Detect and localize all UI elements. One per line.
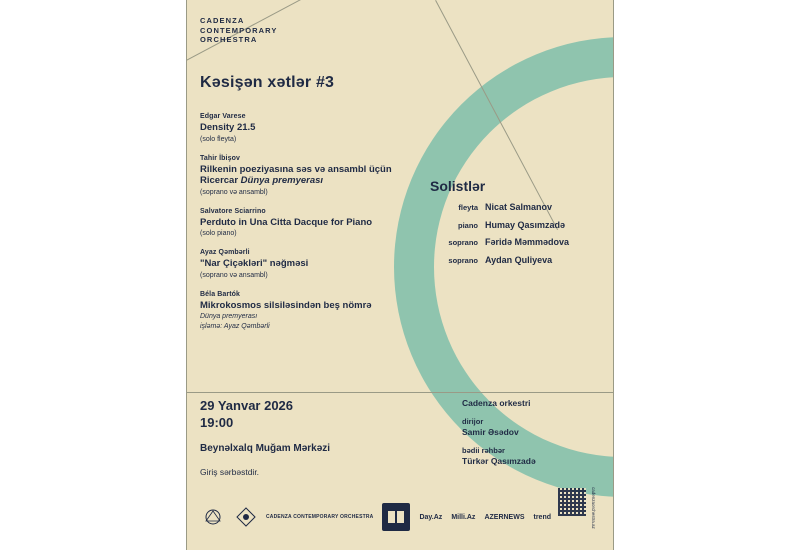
qr-code[interactable] [558,488,586,516]
cadenza-wordmark [200,16,278,45]
program-item [200,291,400,332]
event-date: 29 Yanvar 2026 [200,398,294,413]
cadenza-logo-text: CADENZA CONTEMPORARY ORCHESTRA [266,514,374,520]
ministry-of-culture-logo [200,506,226,528]
composer-name: Tahir İbişov [200,154,240,162]
event-time: 19:00 [200,415,234,430]
soloist-role: soprano [448,255,478,265]
work-title: Mikrokosmos silsiləsindən beş nömrə [200,299,372,311]
artistic-director-name: Türkər Qasımzadə [462,456,536,466]
conductor-name: Samir Əsədov [462,427,519,437]
event-venue: Beynəlxalq Muğam Mərkəzi [200,443,331,454]
sponsor-logo [382,503,410,531]
admission-note: Giriş sərbəstdir. [200,467,260,477]
soloist-row [426,202,601,213]
program-item [200,249,400,280]
soloists-heading: Solistlər [430,178,486,194]
foundation-logo [235,506,257,528]
program-item [200,208,400,239]
event-datetime [200,398,293,430]
partner-logos [200,503,551,531]
logo-line-2: CONTEMPORARY [200,25,278,35]
program-item [200,113,400,144]
work-note: işləmə: Ayaz Qəmbərli [200,323,270,330]
work-title: "Nar Çiçəkləri" nəğməsi [200,258,309,269]
milli-az-logo: Milli.Az [451,513,476,521]
artistic-director-group [462,446,536,466]
artistic-director-label: bədii rəhbər [462,446,505,455]
work-title-text: Rilkenin poeziyasına səs və ansambl üçün Ricercar [200,163,392,186]
soloist-role: piano [458,220,478,230]
sponsor-emblem-icon [387,510,405,524]
soloist-role: fleyta [458,203,478,212]
logo-line-3: ORCHESTRA [200,35,258,44]
day-az-logo: Day.Az [419,513,443,521]
program-list [200,113,400,342]
work-title: Density 21.5 [200,122,256,133]
azernews-logo: AZERNEWS [484,513,525,521]
logo-line-1: CADENZA [200,16,245,25]
trend-logo: trend [533,513,551,521]
soloist-row [426,237,601,248]
orchestra-name: Cadenza orkestri [462,398,531,408]
ministry-emblem-icon [200,508,226,526]
orchestra-credits [462,398,536,475]
work-title: Perduto in Una Citta Dacque for Piano [200,216,373,228]
work-title [200,164,400,187]
work-note: (soprano və ansambl) [200,271,268,279]
page-title: Kəsişən xətlər #3 [200,74,335,91]
soloist-name: Aydan Quliyeva [485,254,553,265]
work-note: (soprano və ansambl) [200,188,268,196]
soloist-row [426,255,601,266]
program-item [200,155,400,197]
soloist-role: soprano [448,238,478,247]
soloist-row [426,220,601,231]
composer-name: Edgar Varese [200,113,246,120]
qr-caption: cadenzaorchestra.az [591,487,596,529]
soloist-name: Nicat Salmanov [485,202,553,212]
soloist-name: Humay Qasımzadə [485,219,566,230]
orchestra-name-group [462,398,536,408]
foundation-emblem-icon [235,507,257,527]
work-note: (solo piano) [200,230,237,237]
work-premiere-label: Dünya premyerası [240,175,324,186]
conductor-label: dirijor [462,417,484,426]
composer-name: Ayaz Qəmbərli [200,249,250,256]
work-note: (solo fleyta) [200,135,237,143]
work-note: Dünya premyerası [200,313,258,320]
cadenza-logo [266,506,373,528]
poster [186,0,614,550]
conductor-group [462,417,536,437]
composer-name: Béla Bartók [200,290,241,298]
composer-name: Salvatore Sciarrino [200,207,266,215]
soloist-name: Fəridə Məmmədova [485,237,570,247]
soloists-section [426,178,601,272]
